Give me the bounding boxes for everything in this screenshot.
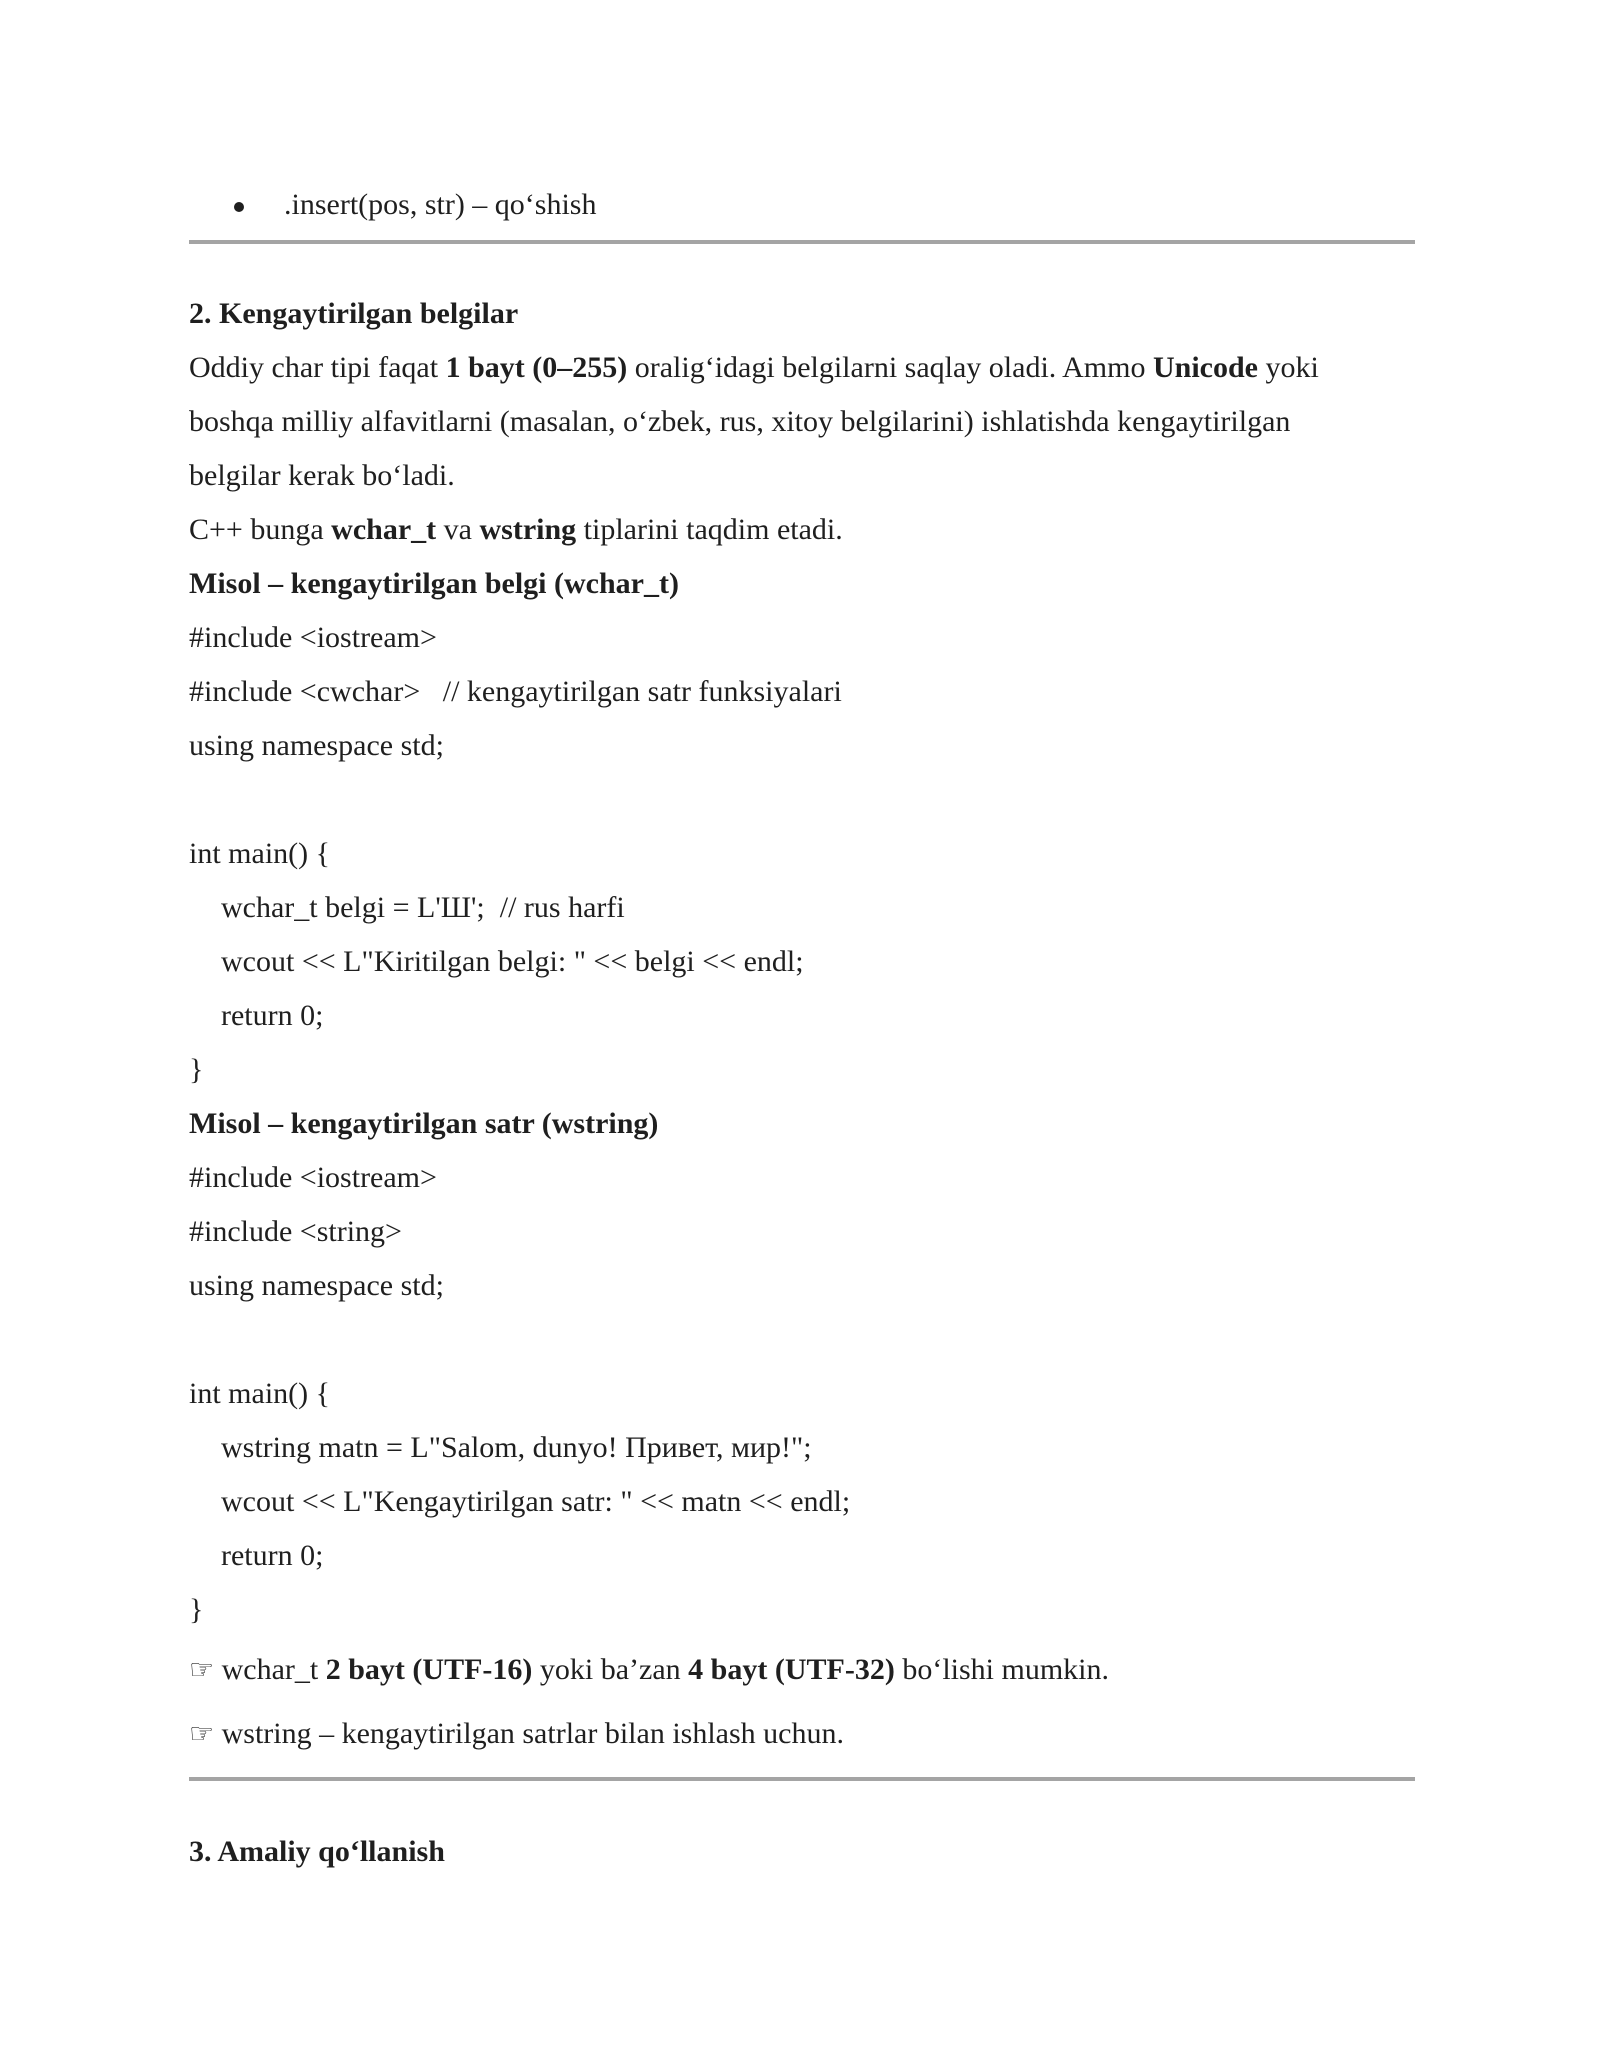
code-line: wcout << L"Kengaytirilgan satr: " << matn << endl; [221,1485,851,1518]
code-line: #include <cwchar> // kengaytirilgan satr funksiyalari [189,675,842,708]
code-line: #include <iostream> [189,621,437,654]
code-line: #include <string> [189,1215,402,1248]
bullet-item: .insert(pos, str) – qo‘shish [284,188,597,221]
code-line: #include <iostream> [189,1161,437,1194]
code-line: } [189,1593,204,1626]
paragraph-line: Oddiy char tipi faqat 1 bayt (0–255) oralig‘idagi belgilarni saqlay oladi. Ammo Unicode yoki [189,351,1319,384]
code-line: using namespace std; [189,729,444,762]
paragraph-line: C++ bunga wchar_t va wstring tiplarini taqdim etadi. [189,513,843,546]
example-title: Misol – kengaytirilgan satr (wstring) [189,1107,659,1140]
code-line: return 0; [221,1539,324,1572]
bullet-dot [234,202,244,212]
horizontal-rule [189,240,1415,244]
example-title: Misol – kengaytirilgan belgi (wchar_t) [189,567,679,600]
pointing-hand-icon: ☞ [189,1653,215,1686]
code-line: wchar_t belgi = L'Ш'; // rus harfi [221,891,625,924]
code-line: return 0; [221,999,324,1032]
pointing-hand-icon: ☞ [189,1717,215,1750]
section-heading: 2. Kengaytirilgan belgilar [189,297,519,330]
section-heading: 3. Amaliy qo‘llanish [189,1835,445,1868]
horizontal-rule [189,1777,1415,1781]
note-line: ☞ wstring – kengaytirilgan satrlar bilan ishlash uchun. [189,1717,844,1750]
paragraph-line: boshqa milliy alfavitlarni (masalan, o‘zbek, rus, xitoy belgilarini) ishlatishda kengaytirilgan [189,405,1291,438]
paragraph-line: belgilar kerak bo‘ladi. [189,459,455,492]
note-line: ☞ wchar_t 2 bayt (UTF-16) yoki ba’zan 4 bayt (UTF-32) bo‘lishi mumkin. [189,1653,1110,1686]
code-line: using namespace std; [189,1269,444,1302]
code-line: wcout << L"Kiritilgan belgi: " << belgi << endl; [221,945,804,978]
code-line: wstring matn = L"Salom, dunyo! Привет, мир!"; [221,1431,812,1464]
code-line: int main() { [189,837,331,870]
code-line: } [189,1053,204,1086]
code-line: int main() { [189,1377,331,1410]
